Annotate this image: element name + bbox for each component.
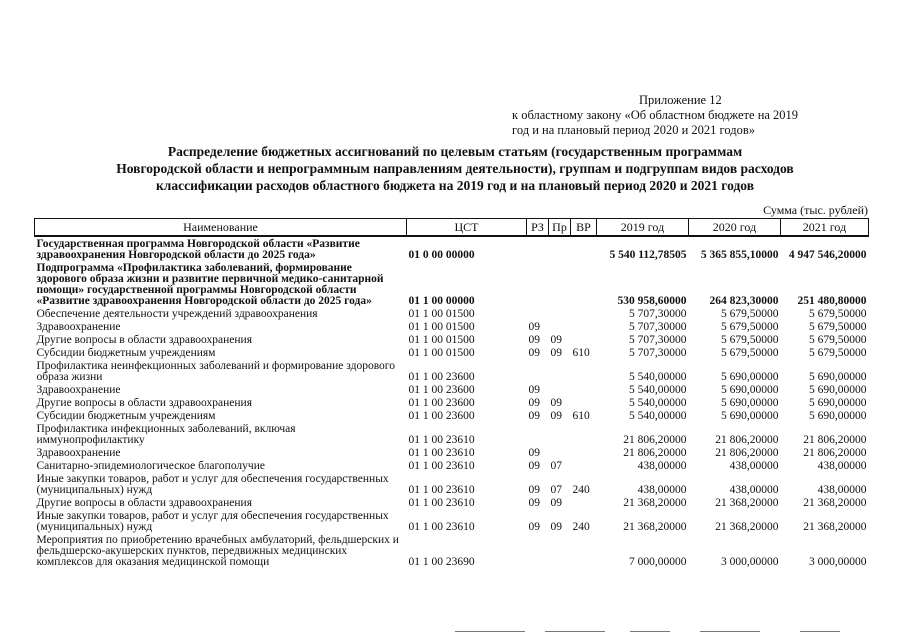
cell-y2021: 438,00000 [817,484,867,496]
cell-vr [571,334,597,347]
cell-y2021: 5 679,50000 [809,334,867,346]
cell-vr [571,460,597,473]
document-title-line-3: классификации расходов областного бюджета на 2019 год и на плановый период 2020 и 2021 годов [156,178,754,193]
cell-y2021: 21 806,20000 [803,447,867,459]
cell-name: Профилактика неинфекционных заболеваний и формирование здорового образа жизни [36,360,395,383]
cell-pr [549,447,571,460]
cell-rz: 09 [528,447,540,459]
cell-y2021: 5 679,50000 [809,347,867,359]
cell-y2021: 5 690,00000 [809,397,867,409]
cell-pr [549,360,571,384]
cell-pr: 09 [550,334,562,346]
cell-y2021: 21 806,20000 [803,434,867,446]
cell-y2021: 4 947 546,20000 [788,249,867,261]
cell-pr: 07 [550,460,562,472]
cell-y2020: 5 679,50000 [721,334,779,346]
cell-name: Другие вопросы в области здравоохранения [36,397,252,409]
cell-cst: 01 0 00 00000 [408,249,475,261]
table-row [35,397,869,410]
cell-y2020: 5 365 855,10000 [700,249,779,261]
appendix-line-2: год и на плановый период 2020 и 2021 годов» [512,123,755,137]
table-body [35,236,869,569]
header-vr: ВР [571,219,597,237]
table-row [35,423,869,447]
cell-vr [571,534,597,569]
cell-vr: 240 [572,484,590,496]
cell-cst: 01 1 00 23610 [408,447,475,459]
cell-rz [527,238,549,262]
table-row [35,460,869,473]
cell-y2021: 5 690,00000 [809,371,867,383]
cell-y2019: 21 806,20000 [623,447,687,459]
cell-vr [571,238,597,262]
cell-y2020: 5 679,50000 [721,321,779,333]
cell-rz [527,308,549,321]
cell-y2019: 7 000,00000 [629,556,687,568]
cell-y2020: 5 679,50000 [721,347,779,359]
header-2020: 2020 год [689,219,781,237]
cell-rz: 09 [528,497,540,509]
cell-vr [571,397,597,410]
header-name: Наименование [35,219,407,237]
cell-vr: 240 [572,521,590,533]
cell-cst: 01 1 00 23610 [408,497,475,509]
cell-name: Иные закупки товаров, работ и услуг для обеспечения государственных (муниципальных) нужд [36,510,389,533]
cell-name: Подпрограмма «Профилактика заболеваний, формирование здорового образа жизни и развитие первичной медико-санитарной помощи» государственной программы Новгородской области «Развитие здравоохранения Новгородской области до 2025 года» [36,262,384,307]
cell-vr: 610 [572,347,590,359]
document-title [30,143,880,194]
cell-y2020: 5 690,00000 [721,397,779,409]
cell-rz [527,534,549,569]
cell-y2020: 21 368,20000 [715,521,779,533]
cell-rz: 09 [528,384,540,396]
cell-pr: 09 [550,397,562,409]
cell-y2020: 21 806,20000 [715,434,779,446]
cell-cst: 01 1 00 01500 [408,334,475,346]
cell-name: Субсидии бюджетным учреждениям [36,410,216,422]
appendix-line-1: к областному закону «Об областном бюджете на 2019 [512,108,799,122]
budget-table [34,218,869,569]
cell-rz: 09 [528,347,540,359]
cell-pr [549,238,571,262]
cell-y2021: 251 480,80000 [797,295,867,307]
cell-y2020: 5 690,00000 [721,384,779,396]
table-row [35,384,869,397]
cell-y2021: 438,00000 [817,460,867,472]
header-2021: 2021 год [781,219,869,237]
cell-cst: 01 1 00 23610 [408,521,475,533]
cell-pr [549,262,571,308]
cell-cst: 01 1 00 01500 [408,308,475,320]
cell-y2019: 438,00000 [637,484,687,496]
cell-pr: 07 [550,484,562,496]
appendix-header [512,93,892,138]
cell-name: Другие вопросы в области здравоохранения [36,334,252,346]
cell-name: Санитарно-эпидемиологическое благополучие [36,460,265,472]
cell-y2019: 21 368,20000 [623,497,687,509]
cell-y2020: 5 679,50000 [721,308,779,320]
cell-name: Другие вопросы в области здравоохранения [36,497,252,509]
cell-pr [549,423,571,447]
document-title-line-1: Распределение бюджетных ассигнований по целевым статьям (государственным программам [167,144,743,159]
cell-y2021: 5 690,00000 [809,384,867,396]
cell-cst: 01 1 00 23600 [408,397,475,409]
cell-y2021: 21 368,20000 [803,521,867,533]
cell-cst: 01 1 00 23610 [408,434,475,446]
cell-y2019: 5 540,00000 [629,410,687,422]
table-row [35,534,869,569]
cell-name: Государственная программа Новгородской области «Развитие здравоохранения Новгородской области до 2025 года» [36,238,360,261]
cell-cst: 01 1 00 23610 [408,484,475,496]
cell-y2020: 5 690,00000 [721,410,779,422]
table-row [35,447,869,460]
scan-artifact [455,631,525,632]
table-row [35,238,869,262]
cell-y2021: 5 679,50000 [809,321,867,333]
table-row [35,497,869,510]
header-rz: РЗ [527,219,549,237]
cell-pr: 09 [550,410,562,422]
cell-rz: 09 [528,321,540,333]
table-row [35,410,869,423]
cell-rz: 09 [528,334,540,346]
table-row [35,321,869,334]
header-pr: Пр [549,219,571,237]
cell-cst: 01 1 00 23600 [408,384,475,396]
cell-y2020: 21 806,20000 [715,447,779,459]
cell-y2019: 21 368,20000 [623,521,687,533]
table-row [35,334,869,347]
cell-pr [549,308,571,321]
cell-cst: 01 1 00 00000 [408,295,475,307]
cell-vr: 610 [572,410,590,422]
cell-cst: 01 1 00 23600 [408,410,475,422]
cell-y2019: 5 707,30000 [629,321,687,333]
cell-rz: 09 [528,397,540,409]
cell-y2019: 5 707,30000 [629,308,687,320]
cell-rz: 09 [528,460,540,472]
table-header-row [35,219,869,237]
scan-artifact [700,631,760,632]
scan-artifact [800,631,840,632]
cell-y2021: 5 690,00000 [809,410,867,422]
table-row [35,510,869,534]
cell-vr [571,384,597,397]
cell-y2019: 5 540,00000 [629,384,687,396]
cell-pr: 09 [550,497,562,509]
cell-y2021: 3 000,00000 [809,556,867,568]
table-row [35,262,869,308]
cell-pr [549,321,571,334]
cell-y2019: 21 806,20000 [623,434,687,446]
cell-y2021: 5 679,50000 [809,308,867,320]
cell-y2019: 5 540,00000 [629,371,687,383]
cell-vr [571,262,597,308]
header-cst: ЦСТ [407,219,527,237]
cell-vr [571,308,597,321]
cell-y2020: 3 000,00000 [721,556,779,568]
cell-y2019: 5 707,30000 [629,347,687,359]
cell-name: Здравоохранение [36,447,121,459]
cell-cst: 01 1 00 23690 [408,556,475,568]
cell-cst: 01 1 00 01500 [408,347,475,359]
cell-y2019: 5 707,30000 [629,334,687,346]
cell-y2020: 5 690,00000 [721,371,779,383]
cell-name: Мероприятия по приобретению врачебных амбулаторий, фельдшерских и фельдшерско-акушерских пунктов, передвижных медицинских комплексов для оказания медицинской помощи [36,534,399,568]
cell-vr [571,497,597,510]
table-row [35,347,869,360]
cell-rz [527,360,549,384]
cell-rz [527,423,549,447]
cell-rz: 09 [528,410,540,422]
appendix-title: Приложение 12 [639,93,722,107]
cell-vr [571,447,597,460]
cell-cst: 01 1 00 23600 [408,371,475,383]
scan-artifact [630,631,670,632]
cell-vr [571,360,597,384]
cell-name: Обеспечение деятельности учреждений здравоохранения [36,308,318,320]
cell-vr [571,321,597,334]
cell-name: Здравоохранение [36,321,121,333]
cell-y2020: 21 368,20000 [715,497,779,509]
cell-y2019: 530 958,60000 [617,295,687,307]
cell-name: Иные закупки товаров, работ и услуг для обеспечения государственных (муниципальных) нужд [36,473,389,496]
table-row [35,473,869,497]
cell-pr: 09 [550,521,562,533]
cell-name: Здравоохранение [36,384,121,396]
cell-y2020: 438,00000 [729,460,779,472]
cell-y2019: 5 540 112,78505 [609,249,687,261]
cell-name: Профилактика инфекционных заболеваний, включая иммунопрофилактику [36,423,296,446]
cell-rz [527,262,549,308]
cell-name: Субсидии бюджетным учреждениям [36,347,216,359]
cell-pr [549,534,571,569]
header-2019: 2019 год [597,219,689,237]
units-note: Сумма (тыс. рублей) [763,203,868,217]
cell-pr [549,384,571,397]
table-row [35,308,869,321]
cell-rz: 09 [528,521,540,533]
table-row [35,360,869,384]
cell-y2020: 438,00000 [729,484,779,496]
cell-y2019: 438,00000 [637,460,687,472]
cell-y2021: 21 368,20000 [803,497,867,509]
cell-vr [571,423,597,447]
cell-pr: 09 [550,347,562,359]
document-title-line-2: Новгородской области и непрограммным направлениям деятельности), группам и подгруппам видов расходов [116,161,794,176]
cell-cst: 01 1 00 23610 [408,460,475,472]
cell-cst: 01 1 00 01500 [408,321,475,333]
cell-rz: 09 [528,484,540,496]
cell-y2020: 264 823,30000 [709,295,779,307]
cell-y2019: 5 540,00000 [629,397,687,409]
scan-artifact [545,631,605,632]
